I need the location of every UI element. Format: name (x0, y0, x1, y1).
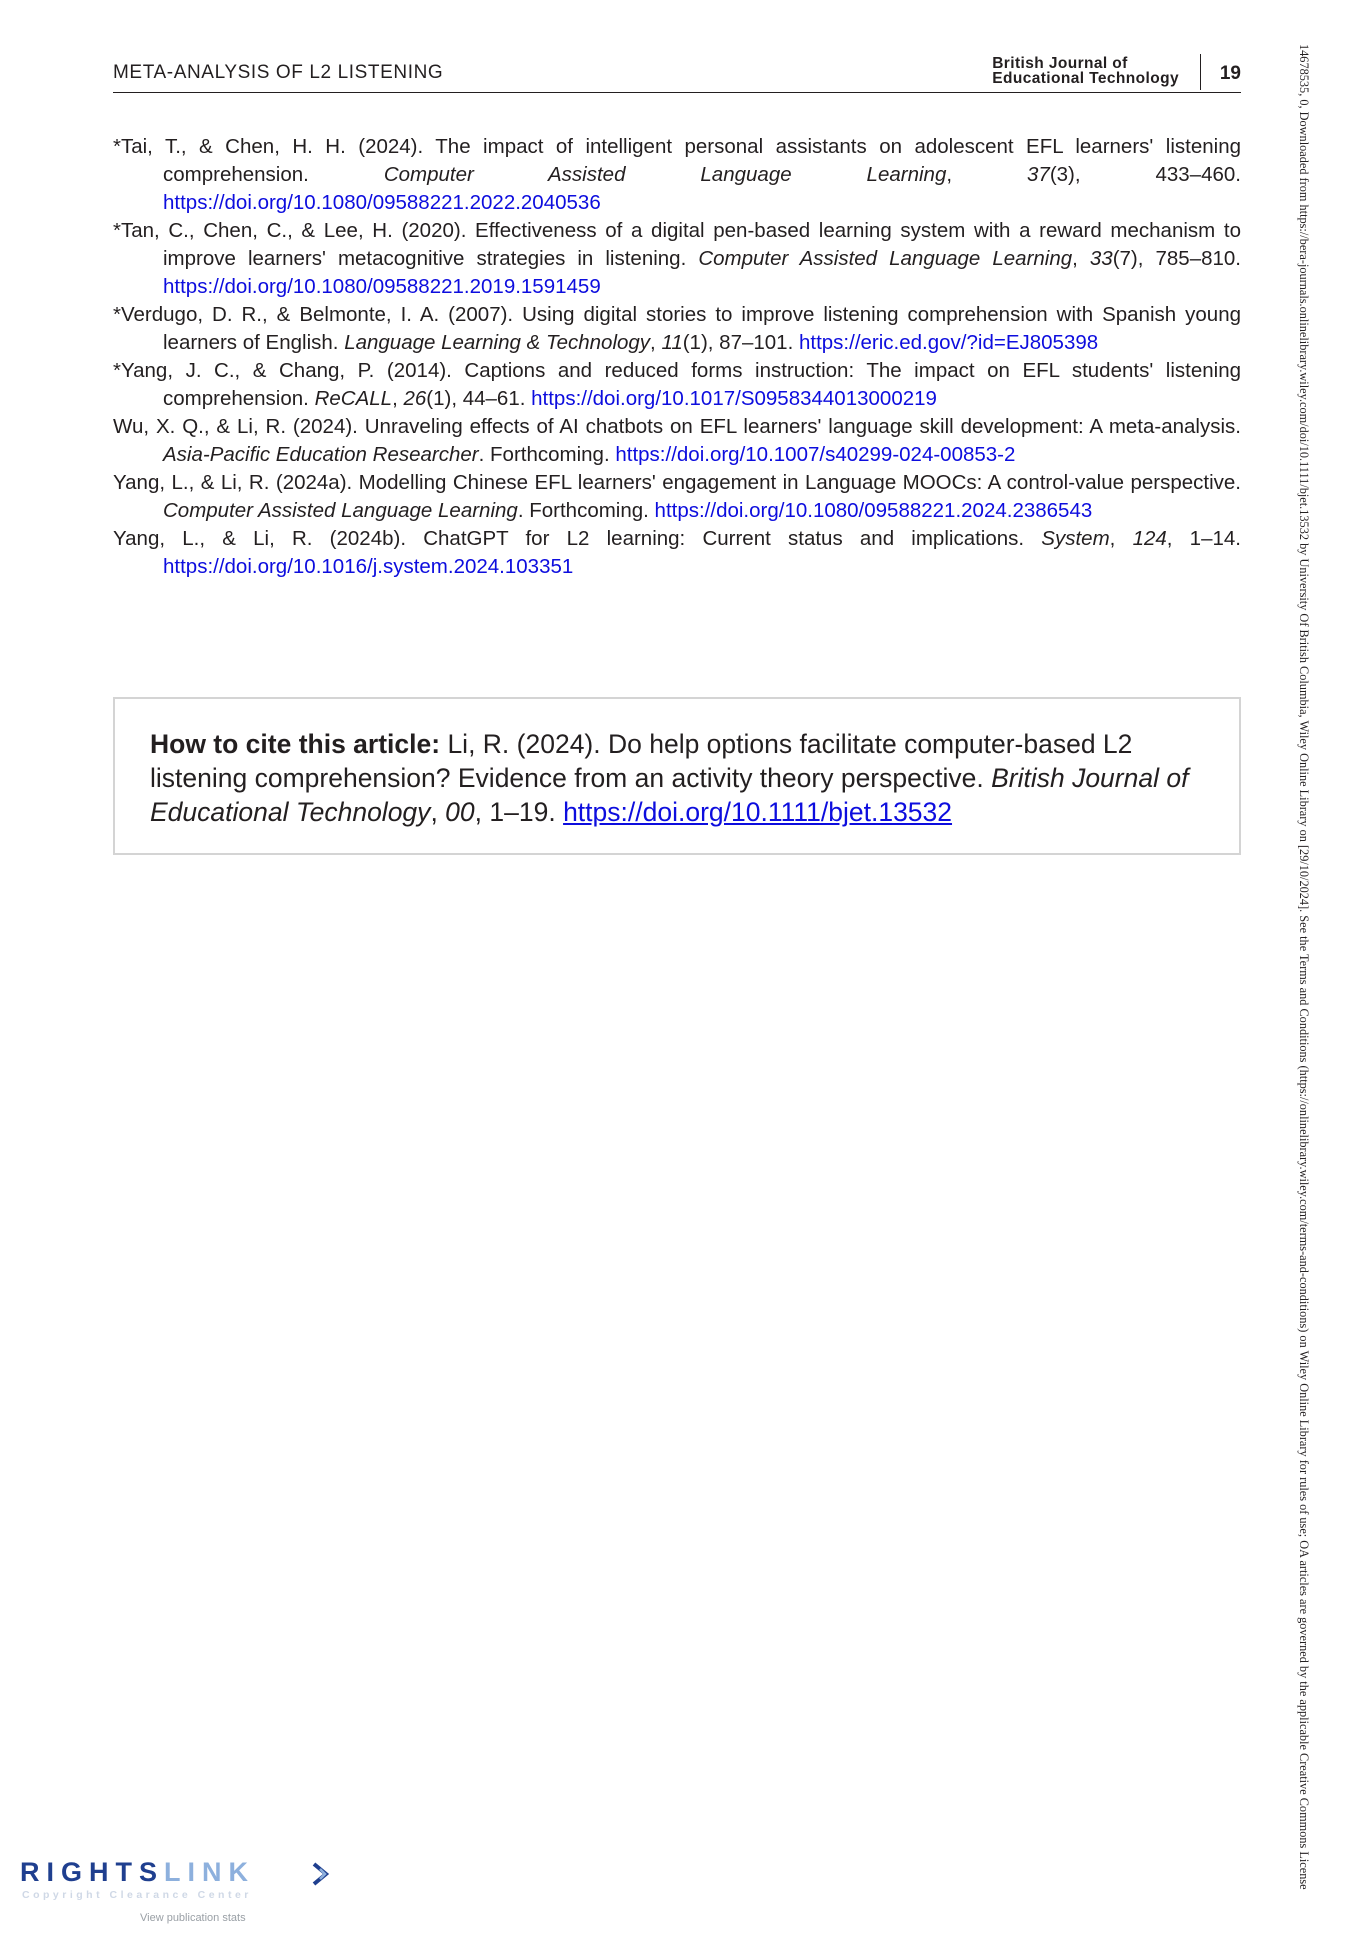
rightslink-word-rights: RIGHTS (20, 1857, 165, 1887)
page-number: 19 (1219, 63, 1241, 84)
download-notice-strip (1296, 44, 1326, 1904)
running-head: META-ANALYSIS OF L2 LISTENING (113, 62, 444, 83)
citation-volume: 00 (445, 797, 475, 827)
citation-text (150, 727, 1205, 829)
reference-separator: , (392, 387, 404, 410)
reference-entry (113, 217, 1241, 301)
reference-separator: . (517, 499, 530, 522)
reference-entry (113, 133, 1241, 217)
citation-box (113, 697, 1241, 855)
citation-doi-link[interactable]: https://doi.org/10.1111/bjet.13532 (563, 797, 953, 827)
reference-volume: 124 (1132, 527, 1167, 550)
reference-entry (113, 525, 1241, 581)
citation-pages: , 1–19. (474, 797, 564, 827)
reference-volume: 33 (1089, 247, 1113, 270)
rightslink-word-link: LINK (164, 1857, 256, 1887)
citation-body: Li, R. (2024). Do help options facilitate computer-based L2 listening comprehension? Evidence from an activity theory perspective. (150, 729, 1133, 793)
reference-volume: 26 (403, 387, 427, 410)
reference-journal: Language Learning & Technology (344, 331, 651, 354)
reference-details: (1), 87–101. (682, 331, 799, 354)
reference-details: Forthcoming. (529, 499, 655, 522)
reference-list (113, 133, 1241, 581)
reference-journal: System (1041, 527, 1110, 550)
reference-authors: Yang, L., & Li, R. (2024b). ChatGPT for L2 learning: Current status and implications. (113, 527, 1042, 550)
reference-details: Forthcoming. (490, 443, 616, 466)
reference-doi-link[interactable]: https://doi.org/10.1016/j.system.2024.103351 (163, 555, 574, 578)
reference-journal: Computer Assisted Language Learning (383, 163, 947, 186)
reference-entry (113, 413, 1241, 469)
reference-details: (3), 433–460. (1049, 163, 1242, 186)
journal-name-line2: Educational Technology (992, 70, 1179, 87)
reference-details: , 1–14. (1166, 527, 1241, 550)
reference-journal: Asia-Pacific Education Researcher (163, 443, 479, 466)
reference-authors: *Tan, C., Chen, C., & Lee, H. (2020). Effectiveness of a digital pen-based learning system with a reward mechanism to improve learners' metacognitive strategies in listening. (113, 219, 1241, 270)
reference-volume: 37 (1027, 163, 1050, 186)
download-notice: 14678535, 0, Downloaded from https://bera-journals.onlinelibrary.wiley.com/doi/10.1111/bjet.13532 by University Of British Columbia, Wiley Online Library on [29/10/2024]. See the Terms and Conditions (https://onlinelibrary.wiley.com/terms-and-conditions) on Wiley Online Library for rules of use; OA articles are governed by the applicable Creative Commons License (1297, 44, 1311, 1890)
reference-details: (1), 44–61. (426, 387, 532, 410)
citation-journal: British Journal of Educational Technology (150, 763, 1189, 827)
reference-authors: *Yang, J. C., & Chang, P. (2014). Captions and reduced forms instruction: The impact on EFL students' listening comprehension. (113, 359, 1241, 410)
citation-label: How to cite this article: (150, 729, 441, 759)
reference-entry (113, 357, 1241, 413)
reference-doi-link[interactable]: https://doi.org/10.1017/S0958344013000219 (531, 387, 937, 410)
reference-authors: *Verdugo, D. R., & Belmonte, I. A. (2007). Using digital stories to improve listening comprehension with Spanish young learners of English. (113, 303, 1241, 354)
reference-entry (113, 301, 1241, 357)
reference-doi-link[interactable]: https://doi.org/10.1007/s40299-024-00853-2 (615, 443, 1016, 466)
view-publication-stats-link[interactable]: View publication stats (140, 1912, 246, 1924)
reference-separator: . (478, 443, 491, 466)
reference-authors: Wu, X. Q., & Li, R. (2024). Unraveling effects of AI chatbots on EFL learners' language skill development: A meta-analysis. (113, 415, 1241, 438)
rightslink-logo[interactable] (20, 1857, 340, 1907)
reference-volume: 11 (661, 331, 683, 354)
reference-doi-link[interactable]: https://doi.org/10.1080/09588221.2024.2386543 (654, 499, 1093, 522)
reference-separator: , (650, 331, 662, 354)
reference-journal: Computer Assisted Language Learning (698, 247, 1073, 270)
journal-name (992, 56, 1179, 86)
rightslink-arrow-icon (308, 1861, 334, 1887)
reference-separator: , (946, 163, 1027, 186)
reference-journal: ReCALL (314, 387, 393, 410)
reference-doi-link[interactable]: https://doi.org/10.1080/09588221.2022.2040536 (163, 191, 601, 214)
rightslink-wordmark (20, 1857, 255, 1888)
page-header (113, 56, 1241, 93)
header-divider (1200, 54, 1202, 90)
reference-entry (113, 469, 1241, 525)
citation-separator: , (430, 797, 446, 827)
reference-doi-link[interactable]: https://doi.org/10.1080/09588221.2019.1591459 (163, 275, 601, 298)
reference-details: (7), 785–810. (1112, 247, 1241, 270)
reference-journal: Computer Assisted Language Learning (163, 499, 518, 522)
reference-separator: , (1072, 247, 1090, 270)
rightslink-tagline: Copyright Clearance Center (22, 1889, 252, 1901)
journal-name-line1: British Journal of (992, 55, 1128, 72)
reference-separator: , (1109, 527, 1133, 550)
reference-eric-link[interactable]: https://eric.ed.gov/?id=EJ805398 (798, 331, 1099, 354)
reference-authors: *Tai, T., & Chen, H. H. (2024). The impact of intelligent personal assistants on adolescent EFL learners' listening comprehension. (113, 135, 1241, 186)
reference-authors: Yang, L., & Li, R. (2024a). Modelling Chinese EFL learners' engagement in Language MOOCs: A control-value perspective. (113, 471, 1241, 494)
